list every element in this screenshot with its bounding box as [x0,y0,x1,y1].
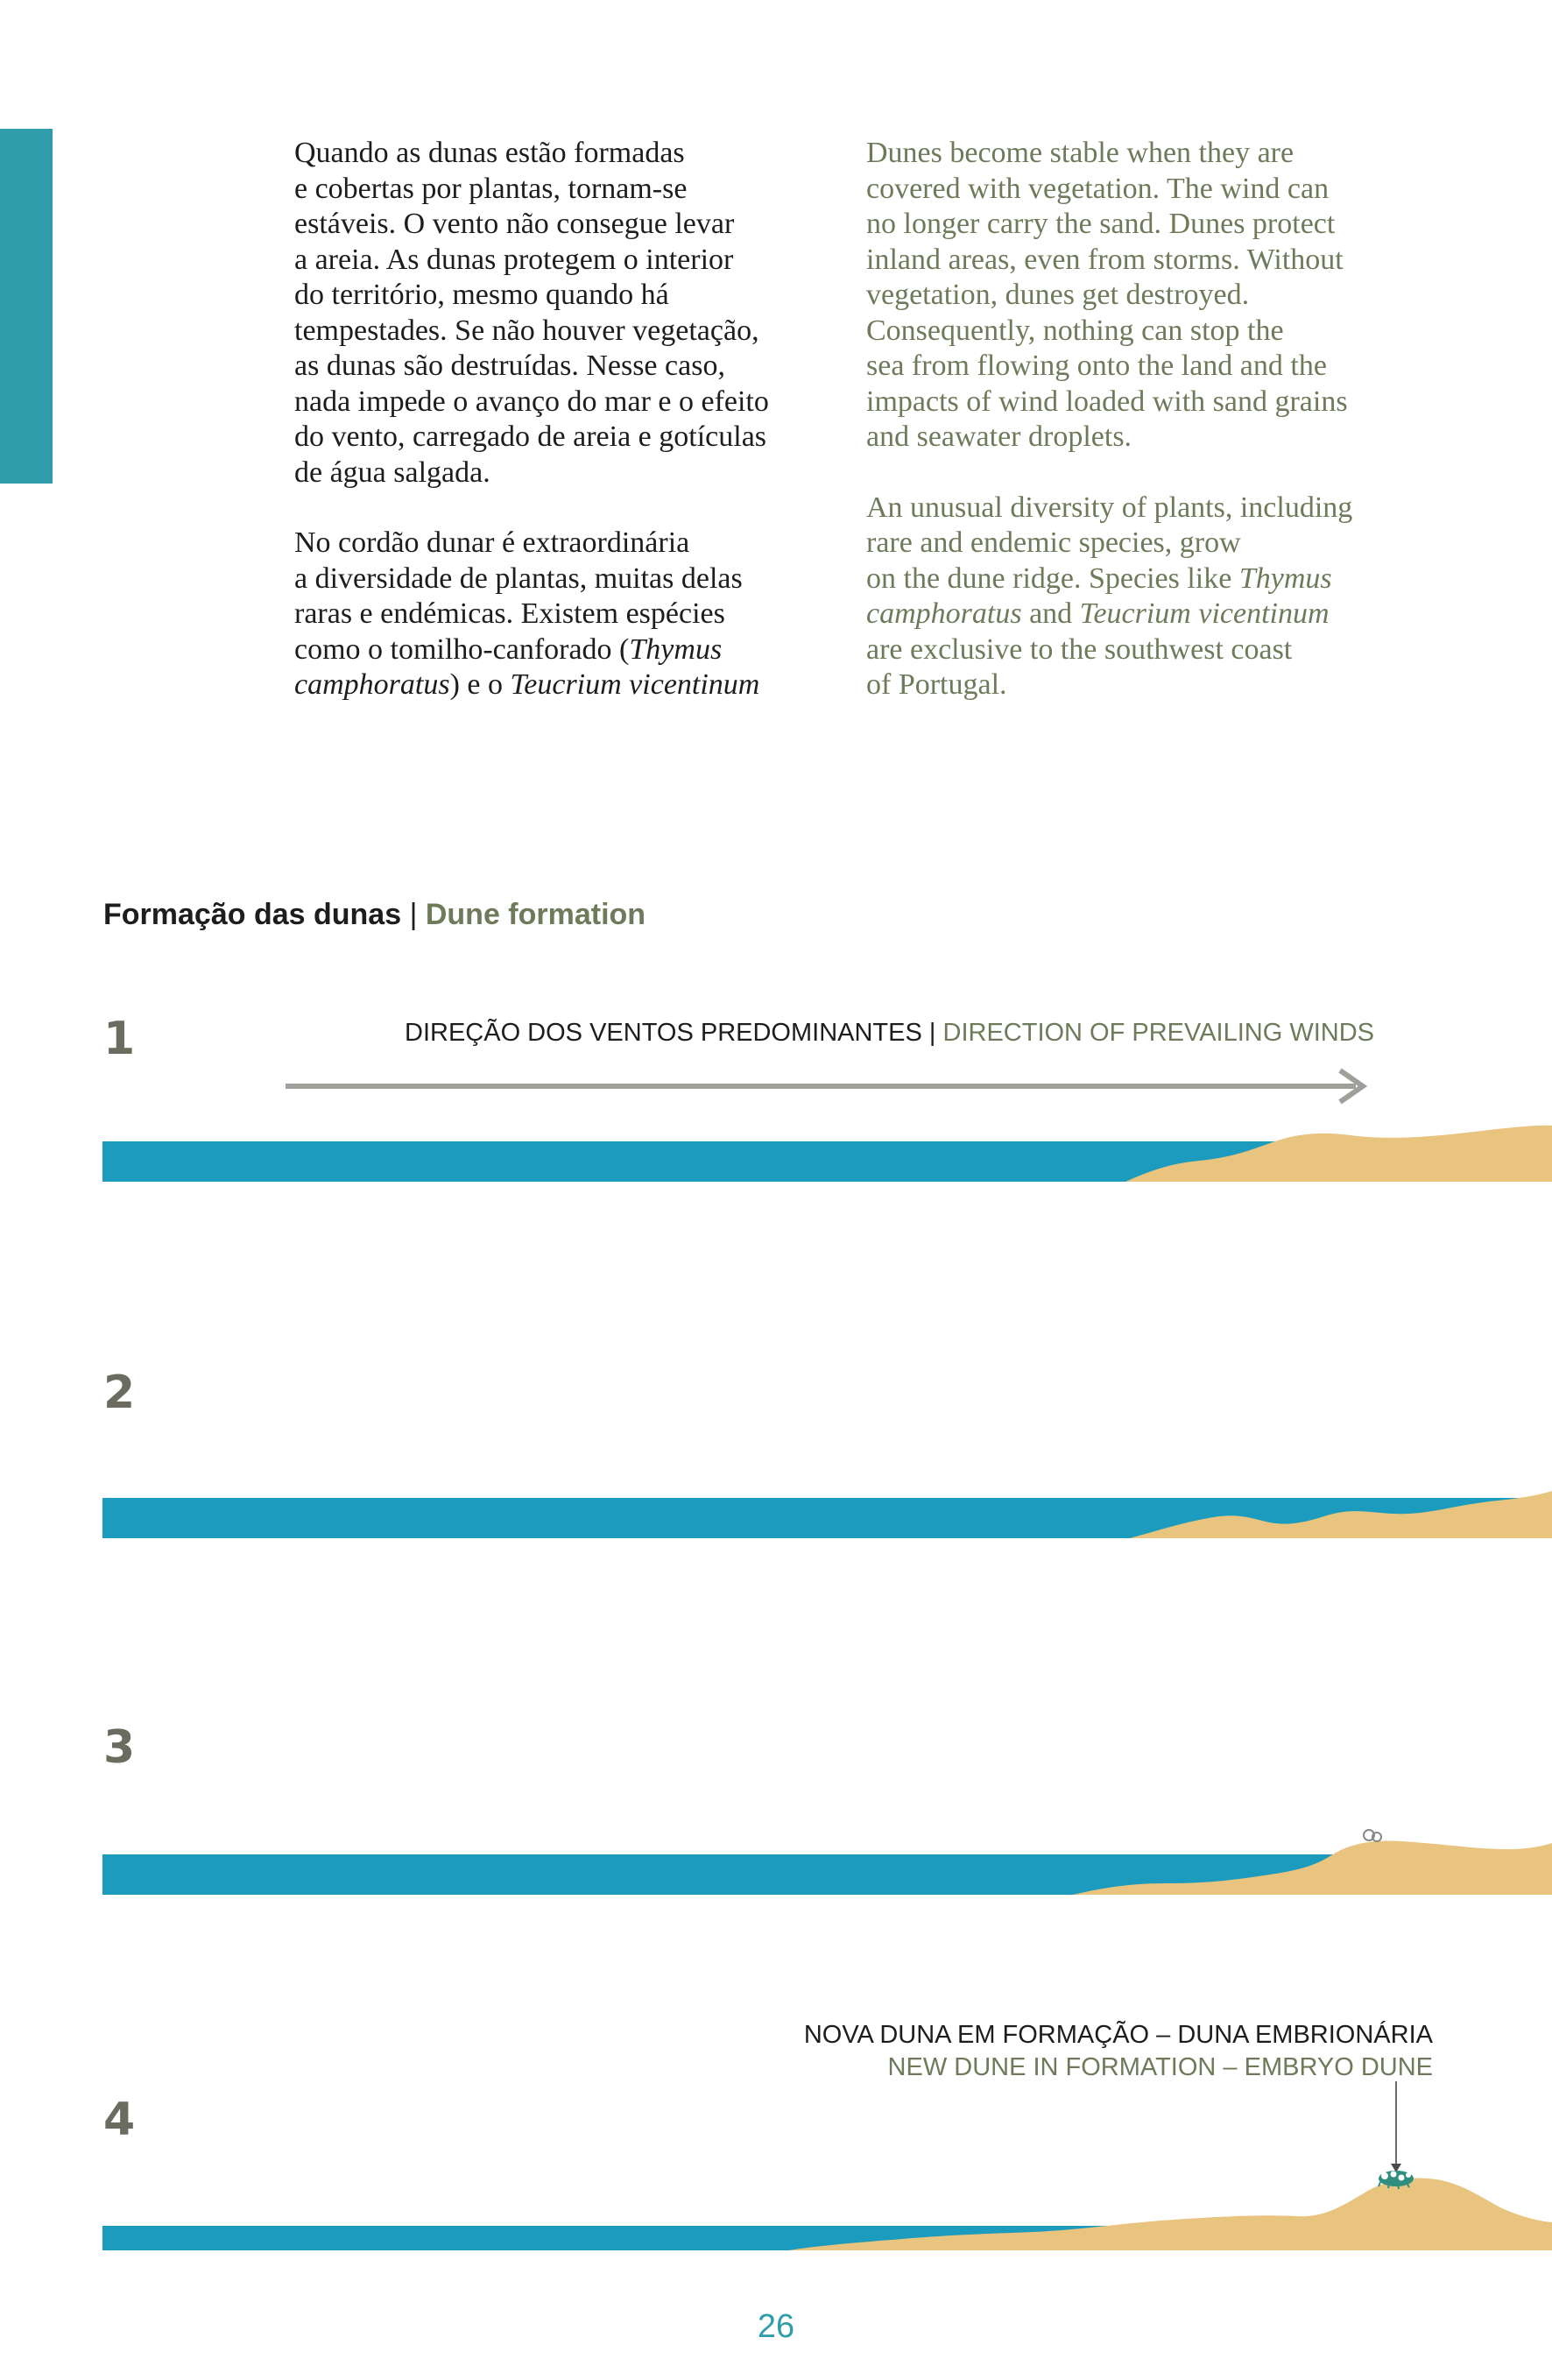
wind-arrow [286,1070,1363,1102]
section-title-pt: Formação das dunas [103,898,402,931]
wind-label-pt: DIREÇÃO DOS VENTOS PREDOMINANTES [405,1019,922,1047]
pt-species-thymus: Thymus camphoratus [294,632,723,701]
en-species-teucrium: Teucrium vicentinum [1079,597,1330,630]
sand-profile-4 [788,2179,1552,2250]
step-number-1: 1 [103,1013,136,1065]
step-1-profile [102,1126,1552,1182]
page-number: 26 [757,2308,795,2345]
step-number-2: 2 [103,1367,136,1419]
en-p2-text-c: are exclusive to the southwest coast of Portugal. [866,632,1293,701]
embryo-dune-label [804,2019,1433,2084]
en-paragraph-1: Dunes become stable when they are covered with vegetation. The wind can no longer carry the sand. Dunes protect inland areas, even from storms. Without vegetation, dunes get destroyed. Consequently, nothing can stop the sea from flowing onto the land and the impacts of wind loaded with sand grains and seawater droplets. [866,137,1348,453]
sprout-icon [1364,1830,1381,1841]
step-4-profile [102,2081,1552,2250]
en-species-thymus: Thymus camphoratus [866,561,1332,630]
embryo-label-en: NEW DUNE IN FORMATION – EMBRYO DUNE [887,2053,1433,2081]
step-2-profile [102,1491,1552,1538]
step-3-profile [102,1830,1552,1895]
step-number-4: 4 [103,2094,136,2146]
pt-p2-text-b: ) e o [449,668,511,701]
en-p2-text-b: and [1021,597,1080,630]
section-title-en: Dune formation [425,898,646,931]
embryo-label-pt: NOVA DUNA EM FORMAÇÃO – DUNA EMBRIONÁRIA [803,2021,1433,2049]
section-title-separator: | [409,898,418,931]
pt-paragraph-1: Quando as dunas estão formadas e cobertas por plantas, tornam-se estáveis. O vento não consegue levar a areia. As dunas protegem o interior do território, mesmo quando há tempestades. Se não houver vegetação, as dunas são destruídas. Nesse caso, nada impede o avanço do mar e o efeito do vento, carregado de areia e gotículas de água salgada. [294,137,769,489]
en-p2-text-a: An unusual diversity of plants, including rare and endemic species, grow on the dune ridge. Species like [866,491,1353,595]
step-number-3: 3 [103,1721,136,1774]
pt-p2-text-a: No cordão dunar é extraordinária a diversidade de plantas, muitas delas raras e endémicas. Existem espécies como o tomilho-canforado ( [294,526,743,666]
wind-label-en: DIRECTION OF PREVAILING WINDS [942,1019,1375,1047]
wind-label-separator: | [921,1019,943,1047]
pt-species-teucrium: Teucrium vicentinum [510,668,760,701]
